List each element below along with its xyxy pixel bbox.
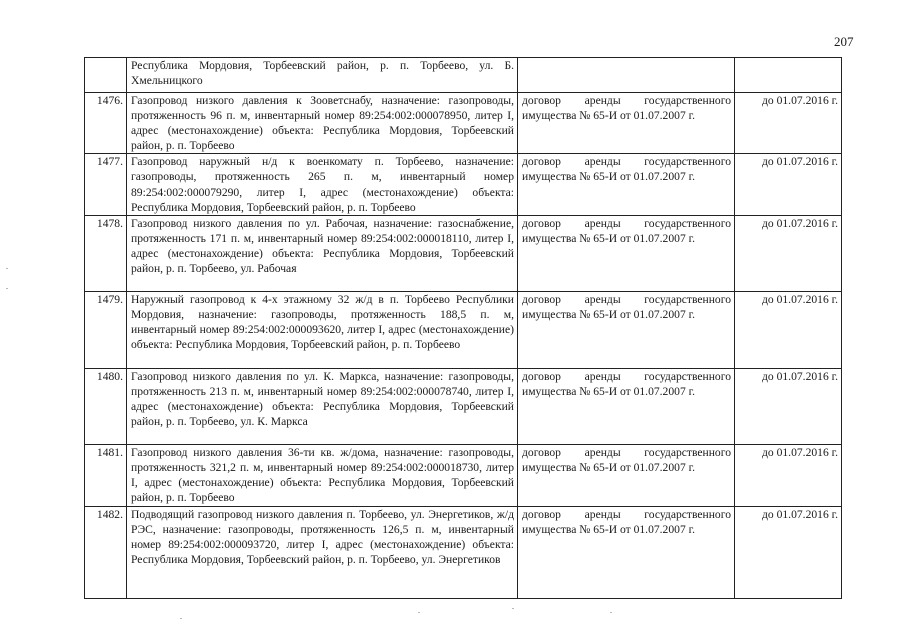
scan-speck [418,612,420,613]
scan-speck [180,618,182,619]
lease-document: договор аренды государственного имущества № 65-И от 01.07.2007 г. [518,215,735,291]
table-row [85,291,842,368]
property-registry-table [84,57,842,599]
lease-document: договор аренды государственного имущества № 65-И от 01.07.2007 г. [518,444,735,506]
row-number: 1479. [85,291,127,368]
table-row [85,444,842,506]
lease-term: до 01.07.2016 г. [735,93,842,154]
lease-document: договор аренды государственного имущества № 65-И от 01.07.2007 г. [518,154,735,215]
object-description: Наружный газопровод к 4-х этажному 32 ж/д в п. Торбеево Республики Мордовия, назначение: газопроводы, протяженность 188,5 п. м, инвентарный номер 89:254:002:000093620, литер I, адрес (местонахождение) объекта: Республика Мордовия, Торбеевский район, р. п. Торбеево [127,291,518,368]
lease-term: до 01.07.2016 г. [735,444,842,506]
row-number [85,58,127,93]
row-number: 1481. [85,444,127,506]
description-line: Республика Мордовия, Торбеевский район, р. п. Торбеево, ул. Б. Хмельницкого [131,59,514,88]
object-description [127,58,518,93]
lease-term: до 01.07.2016 г. [735,506,842,598]
table-row [85,93,842,154]
table-row [85,506,842,598]
registry-body [85,58,842,599]
row-number: 1478. [85,215,127,291]
row-number: 1476. [85,93,127,154]
row-number: 1482. [85,506,127,598]
scan-speck [512,608,514,609]
table-row [85,58,842,93]
row-number: 1480. [85,368,127,444]
table-row [85,154,842,215]
object-description: Газопровод низкого давления к Зооветснабу, назначение: газопроводы, протяженность 96 п. м, инвентарный номер 89:254:002:000078950, литер I, адрес (местонахождение) объекта: Республика Мордовия, Торбеевский район, р. п. Торбеево [127,93,518,154]
lease-term: до 01.07.2016 г. [735,368,842,444]
table-row [85,368,842,444]
lease-document: договор аренды государственного имущества № 65-И от 01.07.2007 г. [518,506,735,598]
lease-document: договор аренды государственного имущества № 65-И от 01.07.2007 г. [518,93,735,154]
object-description: Газопровод наружный н/д к военкомату п. Торбеево, назначение: газопроводы, протяженность 265 п. м, инвентарный номер 89:254:002:000079290, литер I, адрес (местонахождение) объекта: Республика Мордовия, Торбеевский район, р. п. Торбеево [127,154,518,215]
lease-document [518,58,735,93]
lease-term: до 01.07.2016 г. [735,215,842,291]
scan-speck [6,268,8,269]
row-number: 1477. [85,154,127,215]
object-description: Газопровод низкого давления по ул. К. Маркса, назначение: газопроводы, протяженность 213 п. м, инвентарный номер 89:254:002:000078740, литер I, адрес (местонахождение) объекта: Республика Мордовия, Торбеевский район, р. п. Торбеево, ул. К. Маркса [127,368,518,444]
lease-term: до 01.07.2016 г. [735,154,842,215]
scan-speck [610,612,612,613]
lease-term: до 01.07.2016 г. [735,291,842,368]
scan-speck [6,288,8,289]
page-number: 207 [834,34,854,49]
lease-document: договор аренды государственного имущества № 65-И от 01.07.2007 г. [518,291,735,368]
lease-document: договор аренды государственного имущества № 65-И от 01.07.2007 г. [518,368,735,444]
object-description: Газопровод низкого давления по ул. Рабочая, назначение: газоснабжение, протяженность 171 п. м, инвентарный номер 89:254:002:000018110, литер I, адрес (местонахождение) объекта: Республика Мордовия, Торбеевский район, р. п. Торбеево, ул. Рабочая [127,215,518,291]
object-description: Газопровод низкого давления 36-ти кв. ж/дома, назначение: газопроводы, протяженность 321,2 п. м, инвентарный номер 89:254:002:000018730, литер I, адрес (местонахождение) объекта: Республика Мордовия, Торбеевский район, р. п. Торбеево [127,444,518,506]
lease-term [735,58,842,93]
table-row [85,215,842,291]
object-description: Подводящий газопровод низкого давления п. Торбеево, ул. Энергетиков, ж/д РЭС, назначение: газопроводы, протяженность 126,5 п. м, инвентарный номер 89:254:002:000093720, литер I, адрес (местонахождение) объекта: Республика Мордовия, Торбеевский район, р. п. Торбеево, ул. Энергетиков [127,506,518,598]
